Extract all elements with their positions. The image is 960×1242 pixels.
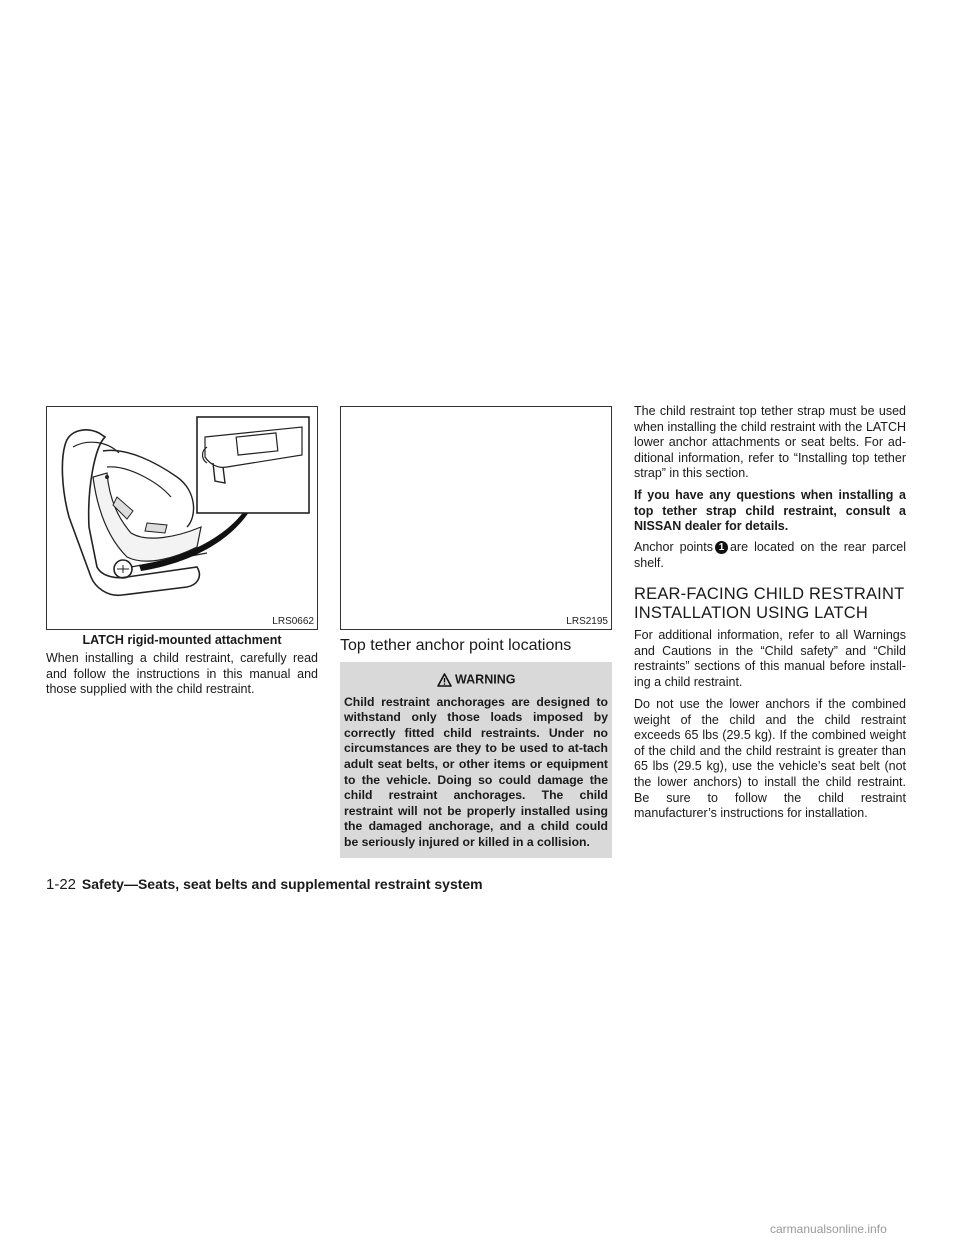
watermark: carmanualsonline.info — [770, 1222, 887, 1236]
figure-code: LRS0662 — [272, 616, 314, 627]
weight-limit-paragraph: Do not use the lower anchors if the combined weight of the child and the child restraint exceeds 65 lbs (29.5 kg). If the combined weight of the child and the child restraint is greater than 65 lbs (29.5 kg), use the vehicle’s seat belt (not the lower anchors) to install the child restraint. Be sure to follow the child restraint manufacturer’s instructions for installation. — [634, 697, 906, 821]
main-heading-line1: REAR-FACING CHILD RESTRAINT — [634, 585, 905, 603]
tether-paragraph: The child restraint top tether strap must be used when installing the child restraint with the LATCH lower anchor attachments or seat belts. For ad-ditional information, refer to “Installing top tether strap” in this section. — [634, 404, 906, 481]
section-heading: Top tether anchor point locations — [340, 637, 572, 654]
warnings-reference-paragraph: For additional information, refer to all Warnings and Cautions in the “Child safety” and “Child restraints” sections of this manual before install-ing a child restraint. — [634, 628, 906, 689]
dealer-note: If you have any questions when installing a top tether strap child restraint, consult a NISSAN dealer for details. — [634, 488, 906, 534]
page-number: 1-22 — [46, 876, 77, 893]
main-heading-line2: INSTALLATION USING LATCH — [634, 604, 869, 622]
main-heading — [634, 585, 914, 623]
intro-paragraph: When installing a child restraint, carefully read and follow the instructions in this manual and those supplied with the child restraint. — [46, 651, 318, 697]
latch-figure — [46, 406, 318, 630]
tether-figure — [340, 406, 612, 630]
footer-section-title: Safety—Seats, seat belts and supplemental restraint system — [81, 876, 483, 892]
anchor-points-paragraph — [634, 540, 906, 571]
figure-code: LRS2195 — [566, 616, 608, 627]
warning-title — [340, 662, 612, 687]
warning-box — [340, 662, 612, 858]
warning-label: WARNING — [455, 672, 516, 687]
warning-text: Child restraint anchorages are designed to withstand only those loads imposed by correctly fitted child restraints. Under no circumstances are they to be used to at-tach adult seat belts, or other items or equipment to the vehicle. Doing so could damage the child restraint anchorages. The child restraint will not be properly installed using the damaged anchorage, and a child could be seriously injured or killed in a collision. — [344, 694, 608, 850]
anchor-number-marker: 1 — [715, 541, 728, 554]
warning-icon — [437, 673, 452, 687]
anchor-text-before: Anchor points — [634, 540, 713, 554]
latch-illustration — [47, 407, 317, 629]
anchor-text-after: are located on the rear parcel shelf. — [634, 540, 906, 570]
page-footer — [46, 876, 746, 893]
figure-caption: LATCH rigid-mounted attachment — [82, 633, 282, 647]
